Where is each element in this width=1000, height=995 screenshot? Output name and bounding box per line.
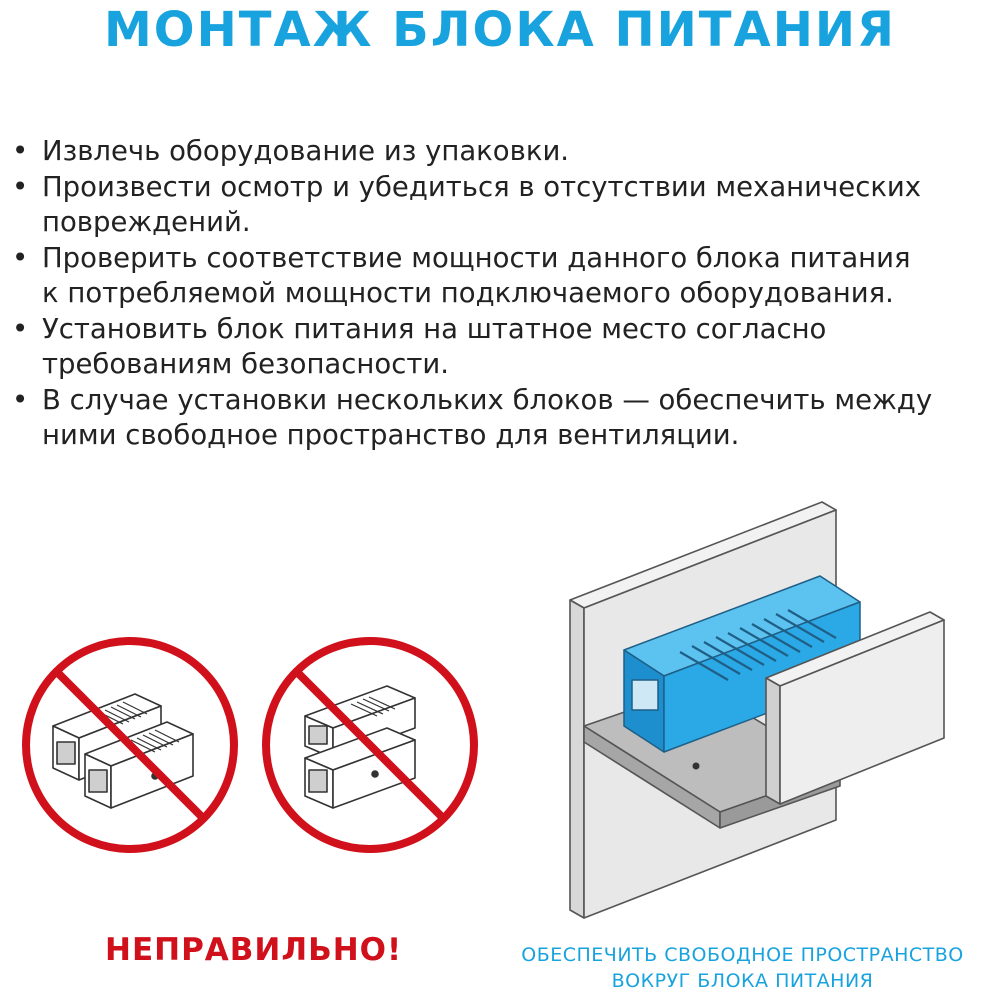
prohibited-stacked-illustration — [255, 630, 485, 860]
instruction-item — [12, 241, 998, 312]
instruction-text: повреждений. — [42, 206, 251, 238]
instruction-item — [12, 383, 998, 454]
instruction-item — [12, 312, 998, 383]
instruction-text: ними свободное пространство для вентиляции. — [42, 419, 740, 451]
bullet-icon: • — [12, 170, 29, 203]
instruction-list — [12, 134, 998, 454]
bullet-icon: • — [12, 312, 29, 345]
caption-line: ВОКРУГ БЛОКА ПИТАНИЯ — [611, 970, 874, 992]
prohibition-sign-icon — [266, 641, 474, 849]
correct-caption — [490, 942, 995, 994]
correct-mounting-illustration — [560, 490, 980, 920]
bullet-icon: • — [12, 383, 29, 416]
wrong-label: НЕПРАВИЛЬНО! — [105, 932, 403, 968]
instruction-text: В случае установки нескольких блоков — обеспечить между — [42, 383, 933, 416]
instruction-text: требованиям безопасности. — [42, 348, 449, 380]
instruction-text: к потребляемой мощности подключаемого оборудования. — [42, 277, 894, 309]
power-supply-device-icon — [305, 686, 415, 808]
instruction-text: Проверить соответствие мощности данного блока питания — [42, 241, 911, 274]
caption-line: ОБЕСПЕЧИТЬ СВОБОДНОЕ ПРОСТРАНСТВО — [521, 944, 964, 966]
instruction-text: Извлечь оборудование из упаковки. — [42, 135, 570, 167]
prohibited-side-by-side-illustration — [15, 630, 245, 860]
page-title: МОНТАЖ БЛОКА ПИТАНИЯ — [104, 2, 896, 58]
bullet-icon: • — [12, 241, 29, 274]
bullet-icon: • — [12, 135, 29, 167]
instruction-item — [12, 134, 998, 170]
instruction-text: Установить блок питания на штатное место согласно — [42, 312, 827, 345]
instruction-text: Произвести осмотр и убедиться в отсутствии механических — [42, 170, 922, 203]
instruction-item — [12, 170, 998, 241]
